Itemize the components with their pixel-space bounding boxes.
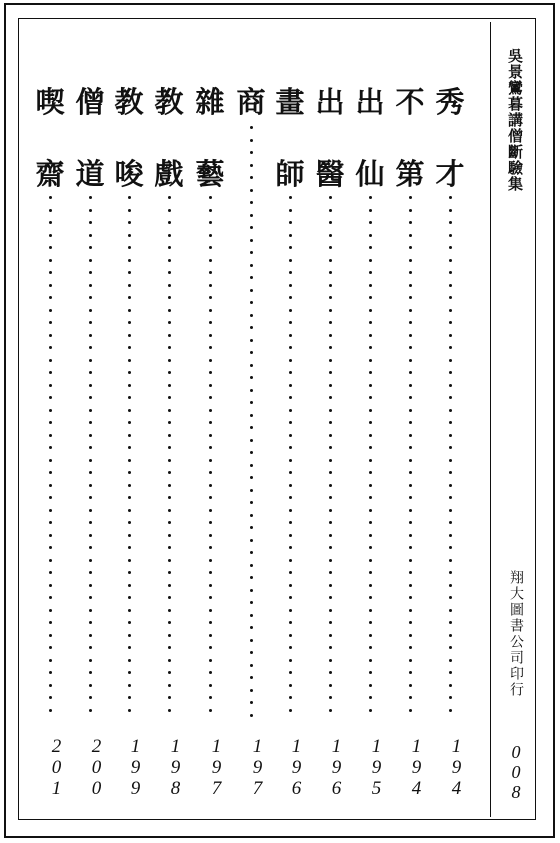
toc-entry-char-bottom: 才 <box>435 157 465 191</box>
toc-entry-char-bottom: 齋 <box>35 157 65 191</box>
toc-page-number: 201 <box>46 736 67 799</box>
dot-leader <box>287 196 293 721</box>
toc-entry-char-bottom: 道 <box>75 157 105 191</box>
toc-entry-char-bottom: 仙 <box>355 157 385 191</box>
toc-entry <box>273 0 307 843</box>
toc-page-number: 199 <box>125 736 146 799</box>
toc-page-number: 196 <box>326 736 347 799</box>
toc-page-number: 194 <box>406 736 427 799</box>
dot-leader <box>367 196 373 721</box>
dot-leader <box>87 196 93 721</box>
toc-entry <box>193 0 227 843</box>
toc-entry-char-bottom: 第 <box>395 157 425 191</box>
dot-leader <box>126 196 132 721</box>
dot-leader <box>327 196 333 721</box>
toc-page-number: 197 <box>247 736 268 799</box>
dot-leader <box>407 196 413 721</box>
toc-entry-char-top: 畫 <box>275 85 305 119</box>
toc-entry-char-top: 教 <box>154 85 184 119</box>
toc-entry-char-top: 出 <box>355 85 385 119</box>
toc-page-number: 200 <box>86 736 107 799</box>
dot-leader <box>47 196 53 721</box>
publisher-name: 翔大圖書公司印行 <box>508 570 524 698</box>
toc-entry <box>353 0 387 843</box>
toc-entry-char-bottom: 藝 <box>195 157 225 191</box>
dot-leader <box>447 196 453 721</box>
toc-entry-char-top: 教 <box>114 85 144 119</box>
toc-entry <box>393 0 427 843</box>
toc-entry <box>152 0 186 843</box>
toc-page-number: 195 <box>366 736 387 799</box>
toc-page-number: 197 <box>206 736 227 799</box>
toc-entry-char-top: 出 <box>315 85 345 119</box>
toc-entry-char-bottom: 師 <box>275 157 305 191</box>
toc-entry-char-bottom: 唆 <box>114 157 144 191</box>
toc-entry-char-top: 僧 <box>75 85 105 119</box>
page-number: 008 <box>506 742 526 802</box>
toc-entry <box>313 0 347 843</box>
toc-entry-char-top: 不 <box>395 85 425 119</box>
toc-page-number: 198 <box>165 736 186 799</box>
toc-entry-char-top: 喫 <box>35 85 65 119</box>
toc-entry <box>112 0 146 843</box>
toc-entry-char-top: 秀 <box>435 85 465 119</box>
column-divider <box>490 22 491 817</box>
toc-page-number: 194 <box>446 736 467 799</box>
toc-entry-char-top: 雜 <box>195 85 225 119</box>
dot-leader <box>207 196 213 721</box>
toc-entry-char-bottom: 醫 <box>315 157 345 191</box>
toc-entry <box>234 0 268 843</box>
toc-entry-char-bottom: 戲 <box>154 157 184 191</box>
dot-leader <box>248 126 254 726</box>
dot-leader <box>166 196 172 721</box>
toc-entry <box>73 0 107 843</box>
toc-entry <box>433 0 467 843</box>
toc-entry-char-top: 商 <box>236 85 266 119</box>
toc-page-number: 196 <box>286 736 307 799</box>
toc-entry <box>33 0 67 843</box>
book-title: 吳景鸞暮講僧斷驗集 <box>506 48 524 192</box>
